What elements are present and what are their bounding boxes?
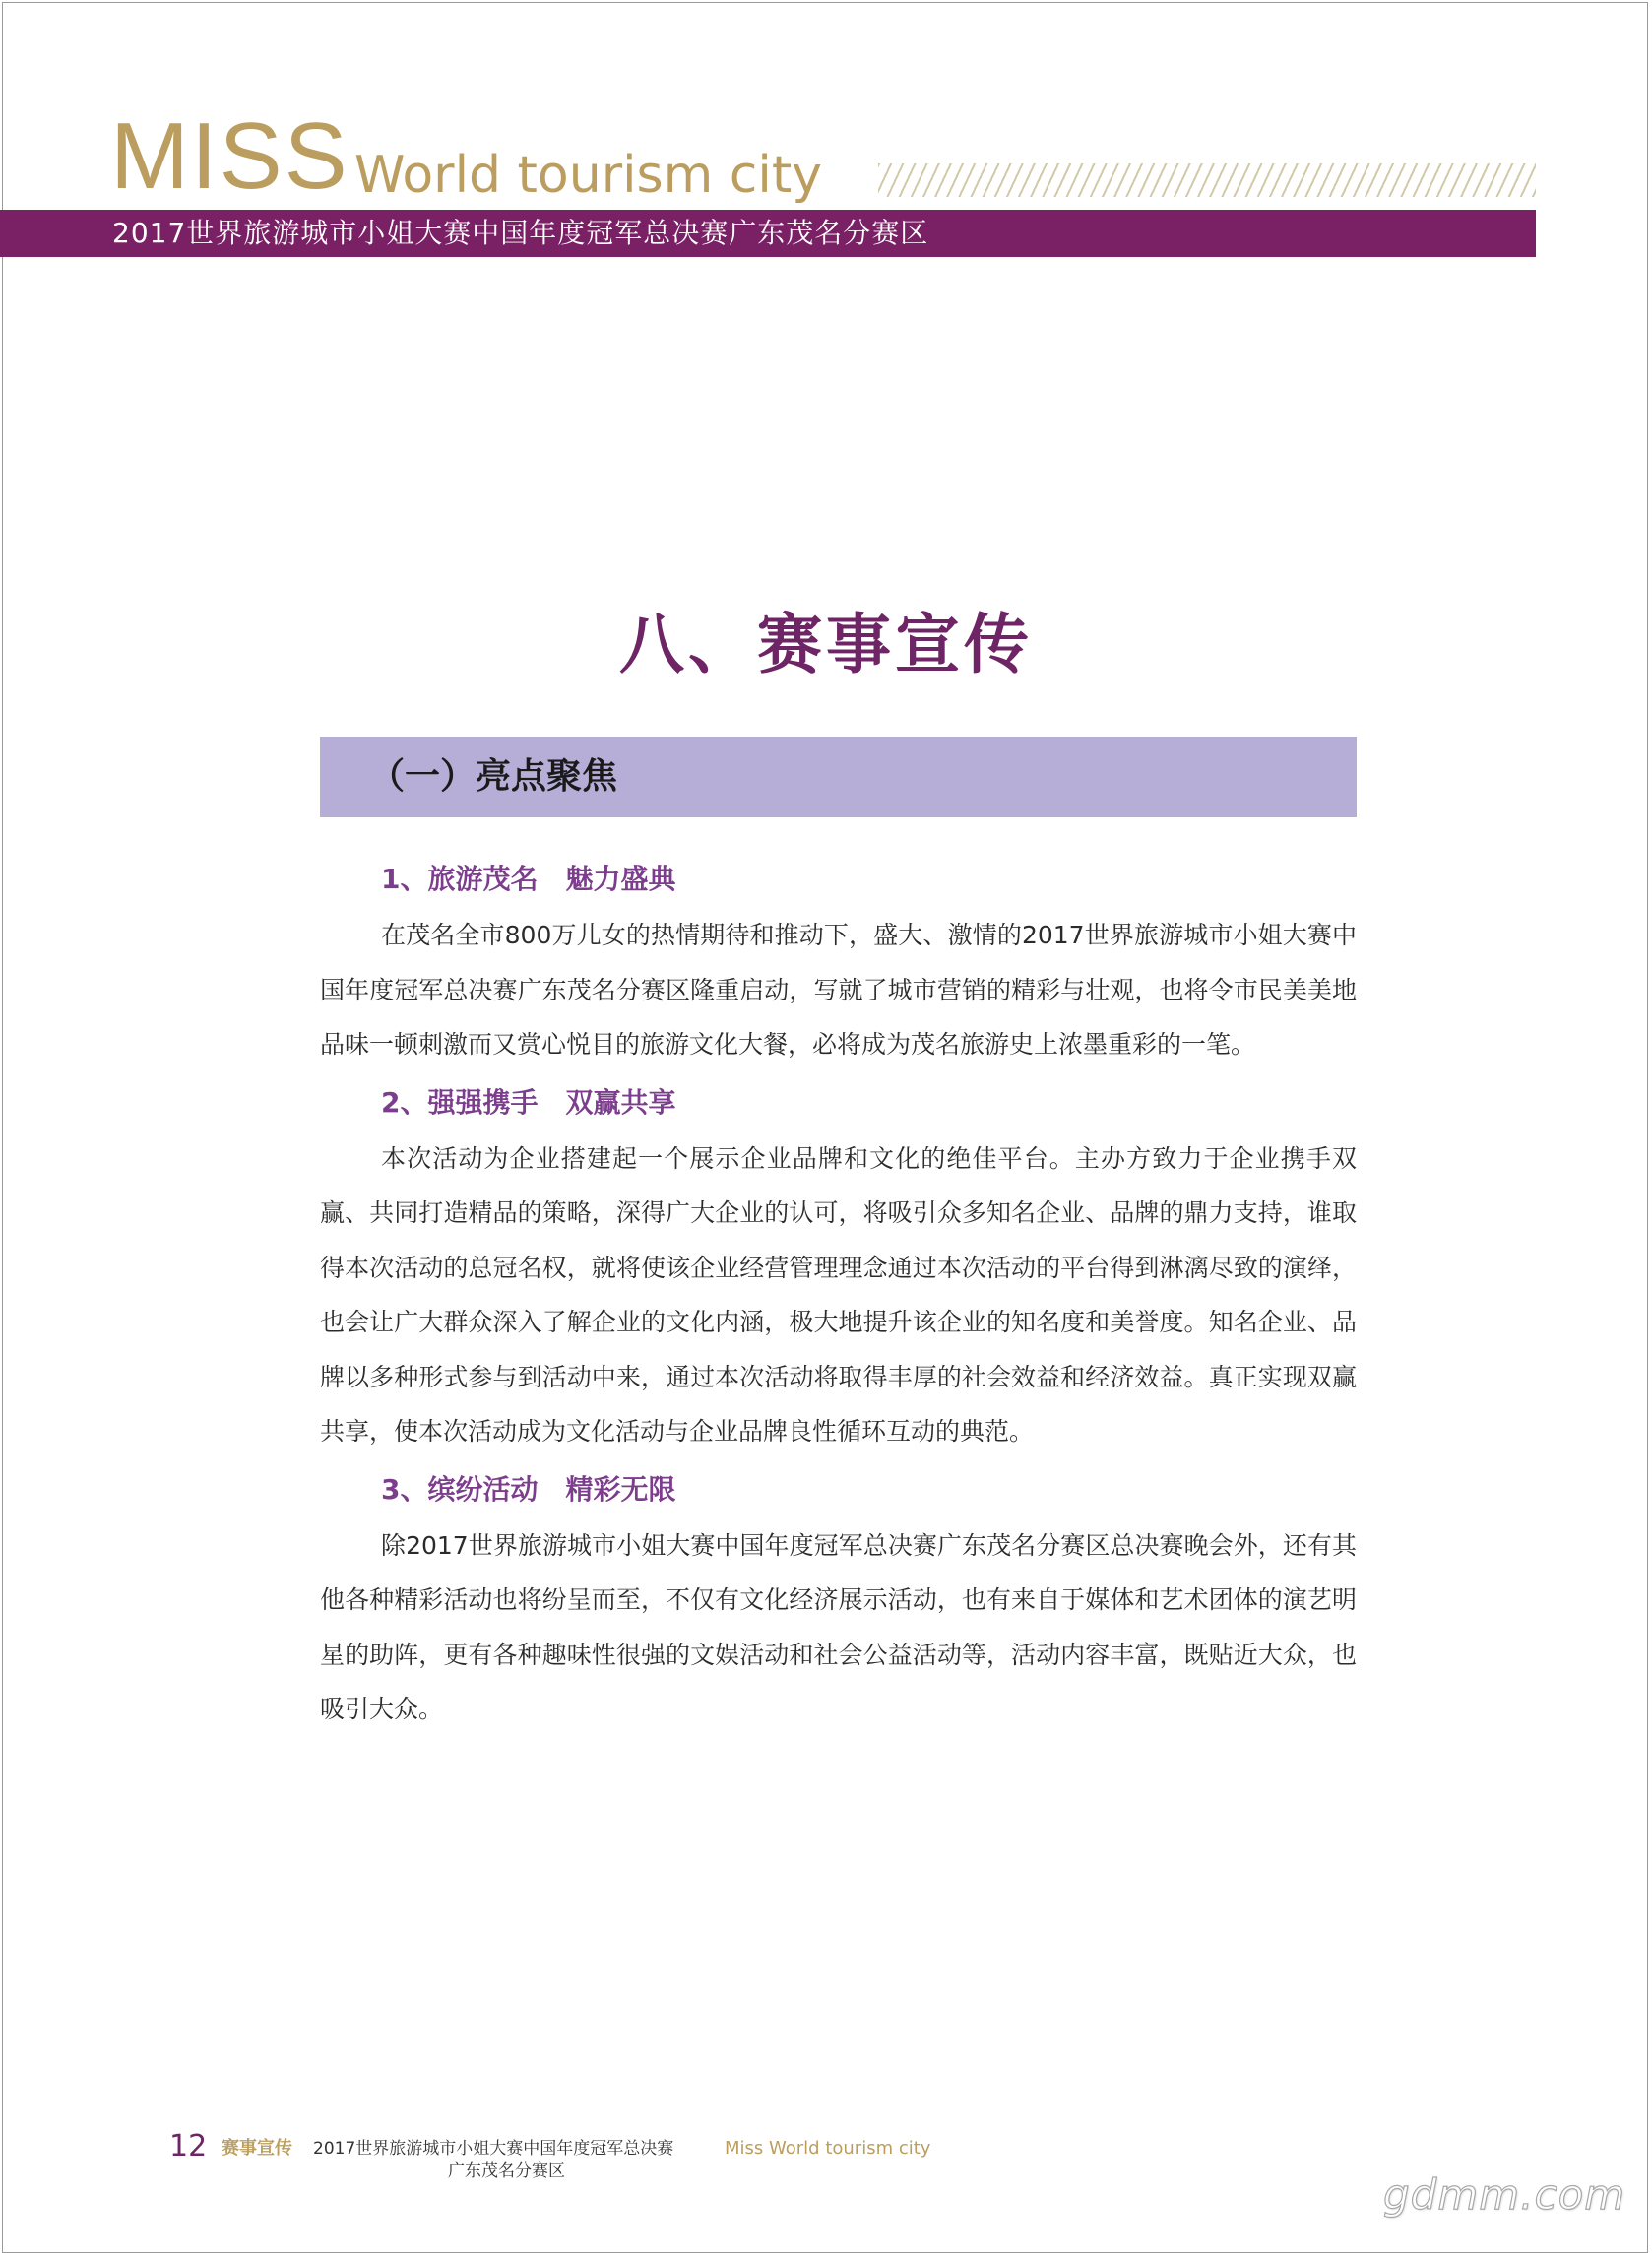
subsection-paragraph: 在茂名全市800万儿女的热情期待和推动下，盛大、激情的2017世界旅游城市小姐大赛中国年度冠军总决赛广东茂名分赛区隆重启动，写就了城市营销的精彩与壮观，也将令市民美美地品味一顿刺激而又赏心悦目的旅游文化大餐，必将成为茂名旅游史上浓墨重彩的一笔。 [320,921,1357,1059]
footer-english-title: Miss World tourism city [725,2138,931,2159]
subsection-heading: 2、强强携手 双赢共享 [381,1085,676,1119]
brand-logo-miss: MISS [110,103,349,209]
subsection [320,855,1357,1072]
footer-section-label: 赛事宣传 [222,2138,292,2159]
section-band [320,737,1357,817]
footer-page-number: 12 [169,2129,208,2163]
subsection [320,1078,1357,1459]
subsection-paragraph: 本次活动为企业搭建起一个展示企业品牌和文化的绝佳平台。主办方致力于企业携手双赢、共同打造精品的策略，深得广大企业的认可，将吸引众多知名企业、品牌的鼎力支持，谁取得本次活动的总冠名权，就将使该企业经营管理理念通过本次活动的平台得到淋漓尽致的演绎，也会让广大群众深入了解企业的文化内涵，极大地提升该企业的知名度和美誉度。知名企业、品牌以多种形式参与到活动中来，通过本次活动将取得丰厚的社会效益和经济效益。真正实现双赢共享，使本次活动成为文化活动与企业品牌良性循环互动的典范。 [320,1143,1357,1446]
section-title: （一）亮点聚焦 [369,756,618,797]
article-content [320,855,1357,1743]
subsection-heading: 3、缤纷活动 精彩无限 [381,1472,676,1506]
header-hatch-decoration [878,163,1536,197]
subsection-heading: 1、旅游茂名 魅力盛典 [381,863,676,895]
subsection [320,1465,1357,1737]
subsection-paragraph: 除2017世界旅游城市小姐大赛中国年度冠军总决赛广东茂名分赛区总决赛晚会外，还有其他各种精彩活动也将纷呈而至，不仅有文化经济展示活动，也有来自于媒体和艺术团体的演艺明星的助阵，更有各种趣味性很强的文娱活动和社会公益活动等，活动内容丰富，既贴近大众，也吸引大众。 [320,1530,1357,1723]
site-watermark: gdmm.com [1383,2170,1626,2219]
chapter-title: 八、赛事宣传 [619,607,1033,682]
footer-event-title: 2017世界旅游城市小姐大赛中国年度冠军总决赛 [313,2139,674,2159]
footer-event-region: 广东茂名分赛区 [448,2161,565,2181]
brand-logo-subtitle: World tourism city [354,146,823,205]
header-band-title: 2017世界旅游城市小姐大赛中国年度冠军总决赛广东茂名分赛区 [112,217,929,249]
header-band [0,210,1536,257]
